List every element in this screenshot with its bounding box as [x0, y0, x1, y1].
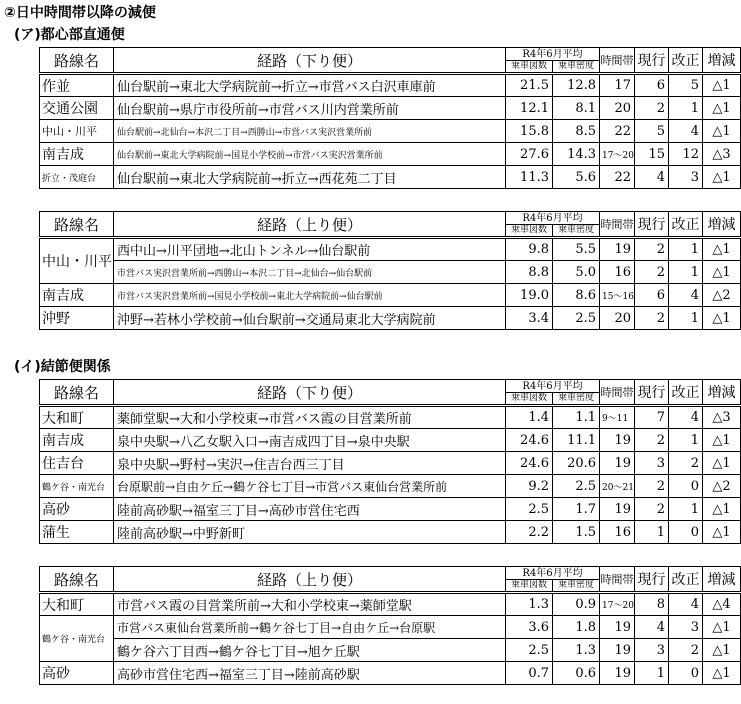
cell-route: 市営バス東仙台営業所前→鶴ケ谷七丁目→自由ケ丘→台原駅 — [114, 616, 506, 639]
section-heading-toshin: (ア)都心部直通便 — [14, 27, 125, 43]
header-revised: 改正 — [669, 567, 703, 593]
header-route-path: 経路（上り便） — [114, 567, 506, 593]
cell-time: 16 — [600, 521, 635, 544]
cell-name: 南吉成 — [40, 284, 114, 307]
cell-change: △1 — [703, 307, 741, 330]
cell-revised: 0 — [669, 521, 703, 544]
header-route-name: 路線名 — [40, 48, 114, 74]
cell-current: 5 — [635, 120, 669, 143]
cell-current: 6 — [635, 284, 669, 307]
cell-revised: 1 — [669, 498, 703, 521]
cell-change: △3 — [703, 406, 741, 429]
cell-current: 8 — [635, 593, 669, 616]
header-revised: 改正 — [669, 212, 703, 238]
header-density: 乗車密度 — [553, 225, 600, 238]
cell-route: 台原駅前→自由ケ丘→鶴ケ谷七丁目→市営バス東仙台営業所前 — [114, 475, 506, 498]
cell-time: 20 — [600, 307, 635, 330]
cell-revised: 2 — [669, 639, 703, 662]
cell-change: △1 — [703, 74, 741, 97]
cell-riders: 12.1 — [506, 97, 553, 120]
table-row — [40, 521, 741, 544]
cell-density: 1.5 — [553, 521, 600, 544]
cell-time: 20 — [600, 97, 635, 120]
table-toshin-down — [39, 47, 741, 189]
cell-current: 2 — [635, 307, 669, 330]
cell-riders: 11.3 — [506, 166, 553, 189]
cell-density: 8.1 — [553, 97, 600, 120]
cell-riders: 24.6 — [506, 452, 553, 475]
table-row — [40, 120, 741, 143]
cell-revised: 1 — [669, 307, 703, 330]
cell-change: △2 — [703, 284, 741, 307]
cell-change: △2 — [703, 475, 741, 498]
header-change: 増減 — [703, 380, 741, 406]
header-route-path: 経路（上り便） — [114, 212, 506, 238]
cell-time: 19 — [600, 452, 635, 475]
cell-revised: 12 — [669, 143, 703, 166]
cell-time: 15～16 — [600, 284, 635, 307]
cell-current: 2 — [635, 238, 669, 261]
header-density: 乗車密度 — [553, 61, 600, 74]
cell-route: 市営バス実沢営業所前→国見小学校前→東北大学病院前→仙台駅前 — [114, 284, 506, 307]
cell-change: △1 — [703, 521, 741, 544]
cell-density: 20.6 — [553, 452, 600, 475]
header-change: 増減 — [703, 48, 741, 74]
cell-revised: 4 — [669, 593, 703, 616]
cell-change: △1 — [703, 166, 741, 189]
cell-time: 17 — [600, 74, 635, 97]
header-average: R4年6月平均 — [506, 567, 600, 580]
header-time: 時間帯 — [600, 380, 635, 406]
cell-name: 中山・川平 — [40, 238, 114, 284]
cell-change: △1 — [703, 238, 741, 261]
cell-route: 仙台駅前→東北大学病院前→折立→西花苑二丁目 — [114, 166, 506, 189]
cell-density: 1.1 — [553, 406, 600, 429]
header-riders: 乗車図数 — [506, 225, 553, 238]
table-toshin-up — [39, 211, 741, 330]
cell-change: △1 — [703, 261, 741, 284]
cell-name: 南吉成 — [40, 143, 114, 166]
cell-route: 仙台駅前→県庁市役所前→市営バス川内営業所前 — [114, 97, 506, 120]
cell-revised: 5 — [669, 74, 703, 97]
header-current: 現行 — [635, 212, 669, 238]
cell-riders: 15.8 — [506, 120, 553, 143]
cell-current: 3 — [635, 639, 669, 662]
cell-density: 5.5 — [553, 238, 600, 261]
cell-riders: 3.4 — [506, 307, 553, 330]
cell-time: 22 — [600, 166, 635, 189]
cell-name: 大和町 — [40, 593, 114, 616]
cell-density: 1.7 — [553, 498, 600, 521]
cell-density: 0.6 — [553, 662, 600, 685]
header-riders: 乗車図数 — [506, 580, 553, 593]
cell-riders: 2.5 — [506, 498, 553, 521]
cell-name: 交通公園 — [40, 97, 114, 120]
cell-name: 作並 — [40, 74, 114, 97]
table-kessetsu-down — [39, 379, 741, 544]
cell-change: △1 — [703, 97, 741, 120]
header-current: 現行 — [635, 567, 669, 593]
table-row — [40, 616, 741, 639]
table-row — [40, 639, 741, 662]
cell-density: 11.1 — [553, 429, 600, 452]
cell-current: 15 — [635, 143, 669, 166]
cell-route: 市営バス実沢営業所前→西勝山→本沢二丁目→北仙台→仙台駅前 — [114, 261, 506, 284]
cell-name: 鶴ケ谷・南光台 — [40, 616, 114, 662]
header-riders: 乗車図数 — [506, 61, 553, 74]
cell-density: 5.0 — [553, 261, 600, 284]
cell-revised: 4 — [669, 284, 703, 307]
cell-riders: 24.6 — [506, 429, 553, 452]
cell-density: 2.5 — [553, 307, 600, 330]
cell-density: 5.6 — [553, 166, 600, 189]
cell-riders: 1.3 — [506, 593, 553, 616]
cell-revised: 4 — [669, 120, 703, 143]
header-revised: 改正 — [669, 380, 703, 406]
header-time: 時間帯 — [600, 567, 635, 593]
header-riders: 乗車図数 — [506, 393, 553, 406]
header-average: R4年6月平均 — [506, 48, 600, 61]
cell-revised: 0 — [669, 475, 703, 498]
cell-route: 陸前高砂駅→福室三丁目→高砂市営住宅西 — [114, 498, 506, 521]
cell-route: 陸前高砂駅→中野新町 — [114, 521, 506, 544]
cell-riders: 1.4 — [506, 406, 553, 429]
cell-revised: 0 — [669, 662, 703, 685]
cell-riders: 0.7 — [506, 662, 553, 685]
cell-name: 沖野 — [40, 307, 114, 330]
cell-change: △1 — [703, 616, 741, 639]
cell-current: 7 — [635, 406, 669, 429]
table-row — [40, 662, 741, 685]
cell-riders: 8.8 — [506, 261, 553, 284]
cell-density: 8.6 — [553, 284, 600, 307]
page-title: ②日中時間帯以降の減便 — [4, 5, 156, 21]
header-route-name: 路線名 — [40, 212, 114, 238]
table-row — [40, 498, 741, 521]
cell-current: 3 — [635, 452, 669, 475]
cell-current: 6 — [635, 74, 669, 97]
cell-route: 泉中央駅→八乙女駅入口→南吉成四丁目→泉中央駅 — [114, 429, 506, 452]
cell-change: △3 — [703, 143, 741, 166]
cell-change: △1 — [703, 662, 741, 685]
cell-route: 市営バス霞の目営業所前→大和小学校東→薬師堂駅 — [114, 593, 506, 616]
cell-riders: 21.5 — [506, 74, 553, 97]
cell-time: 19 — [600, 238, 635, 261]
cell-time: 16 — [600, 261, 635, 284]
cell-current: 4 — [635, 166, 669, 189]
cell-name: 鶴ケ谷・南光台 — [40, 475, 114, 498]
cell-revised: 3 — [669, 166, 703, 189]
cell-name: 折立・茂庭台 — [40, 166, 114, 189]
cell-density: 14.3 — [553, 143, 600, 166]
header-average: R4年6月平均 — [506, 380, 600, 393]
cell-riders: 9.8 — [506, 238, 553, 261]
header-revised: 改正 — [669, 48, 703, 74]
cell-time: 20～21 — [600, 475, 635, 498]
cell-time: 9～11 — [600, 406, 635, 429]
cell-time: 19 — [600, 639, 635, 662]
cell-riders: 3.6 — [506, 616, 553, 639]
cell-density: 2.5 — [553, 475, 600, 498]
cell-riders: 27.6 — [506, 143, 553, 166]
table-kessetsu-up — [39, 566, 741, 685]
cell-route: 仙台駅前→東北大学病院前→折立→市営バス白沢車庫前 — [114, 74, 506, 97]
cell-revised: 1 — [669, 97, 703, 120]
header-density: 乗車密度 — [553, 393, 600, 406]
table-row — [40, 475, 741, 498]
cell-change: △1 — [703, 452, 741, 475]
table-row — [40, 143, 741, 166]
cell-time: 19 — [600, 616, 635, 639]
cell-time: 19 — [600, 662, 635, 685]
cell-route: 仙台駅前→北仙台→本沢二丁目→西勝山→市営バス実沢営業所前 — [114, 120, 506, 143]
cell-current: 4 — [635, 616, 669, 639]
cell-change: △4 — [703, 593, 741, 616]
cell-revised: 1 — [669, 429, 703, 452]
cell-name: 住吉台 — [40, 452, 114, 475]
cell-density: 1.3 — [553, 639, 600, 662]
cell-current: 2 — [635, 498, 669, 521]
cell-revised: 3 — [669, 616, 703, 639]
cell-riders: 2.5 — [506, 639, 553, 662]
cell-riders: 19.0 — [506, 284, 553, 307]
cell-route: 鶴ケ谷六丁目西→鶴ケ谷七丁目→旭ケ丘駅 — [114, 639, 506, 662]
table-row — [40, 593, 741, 616]
cell-revised: 2 — [669, 452, 703, 475]
table-row — [40, 261, 741, 284]
table-row — [40, 429, 741, 452]
cell-current: 2 — [635, 261, 669, 284]
header-current: 現行 — [635, 48, 669, 74]
header-route-name: 路線名 — [40, 567, 114, 593]
cell-change: △1 — [703, 429, 741, 452]
cell-name: 高砂 — [40, 662, 114, 685]
header-density: 乗車密度 — [553, 580, 600, 593]
cell-current: 2 — [635, 429, 669, 452]
table-row — [40, 284, 741, 307]
cell-time: 17～20 — [600, 593, 635, 616]
cell-route: 西中山→川平団地→北山トンネル→仙台駅前 — [114, 238, 506, 261]
header-change: 増減 — [703, 212, 741, 238]
header-time: 時間帯 — [600, 48, 635, 74]
table-row — [40, 452, 741, 475]
cell-current: 1 — [635, 521, 669, 544]
header-average: R4年6月平均 — [506, 212, 600, 225]
cell-revised: 1 — [669, 261, 703, 284]
header-time: 時間帯 — [600, 212, 635, 238]
section-heading-kessetsu: (イ)結節便関係 — [14, 359, 111, 375]
cell-time: 22 — [600, 120, 635, 143]
cell-time: 17～20 — [600, 143, 635, 166]
header-route-path: 経路（下り便） — [114, 380, 506, 406]
cell-name: 中山・川平 — [40, 120, 114, 143]
cell-change: △1 — [703, 498, 741, 521]
cell-name: 南吉成 — [40, 429, 114, 452]
cell-revised: 4 — [669, 406, 703, 429]
cell-time: 19 — [600, 429, 635, 452]
cell-route: 薬師堂駅→大和小学校東→市営バス霞の目営業所前 — [114, 406, 506, 429]
cell-current: 2 — [635, 475, 669, 498]
cell-change: △1 — [703, 120, 741, 143]
table-row — [40, 238, 741, 261]
header-current: 現行 — [635, 380, 669, 406]
table-row — [40, 166, 741, 189]
header-route-path: 経路（下り便） — [114, 48, 506, 74]
header-change: 増減 — [703, 567, 741, 593]
table-row — [40, 74, 741, 97]
cell-revised: 1 — [669, 238, 703, 261]
table-row — [40, 307, 741, 330]
cell-current: 2 — [635, 97, 669, 120]
cell-route: 沖野→若林小学校前→仙台駅前→交通局東北大学病院前 — [114, 307, 506, 330]
cell-route: 仙台駅前→東北大学病院前→国見小学校前→市営バス実沢営業所前 — [114, 143, 506, 166]
cell-current: 1 — [635, 662, 669, 685]
cell-riders: 9.2 — [506, 475, 553, 498]
cell-route: 泉中央駅→野村→実沢→住吉台西三丁目 — [114, 452, 506, 475]
table-row — [40, 406, 741, 429]
header-route-name: 路線名 — [40, 380, 114, 406]
cell-density: 12.8 — [553, 74, 600, 97]
cell-name: 蒲生 — [40, 521, 114, 544]
cell-density: 0.9 — [553, 593, 600, 616]
cell-time: 19 — [600, 498, 635, 521]
cell-name: 高砂 — [40, 498, 114, 521]
cell-density: 1.8 — [553, 616, 600, 639]
cell-riders: 2.2 — [506, 521, 553, 544]
cell-route: 高砂市営住宅西→福室三丁目→陸前高砂駅 — [114, 662, 506, 685]
cell-name: 大和町 — [40, 406, 114, 429]
cell-change: △1 — [703, 639, 741, 662]
table-row — [40, 97, 741, 120]
cell-density: 8.5 — [553, 120, 600, 143]
